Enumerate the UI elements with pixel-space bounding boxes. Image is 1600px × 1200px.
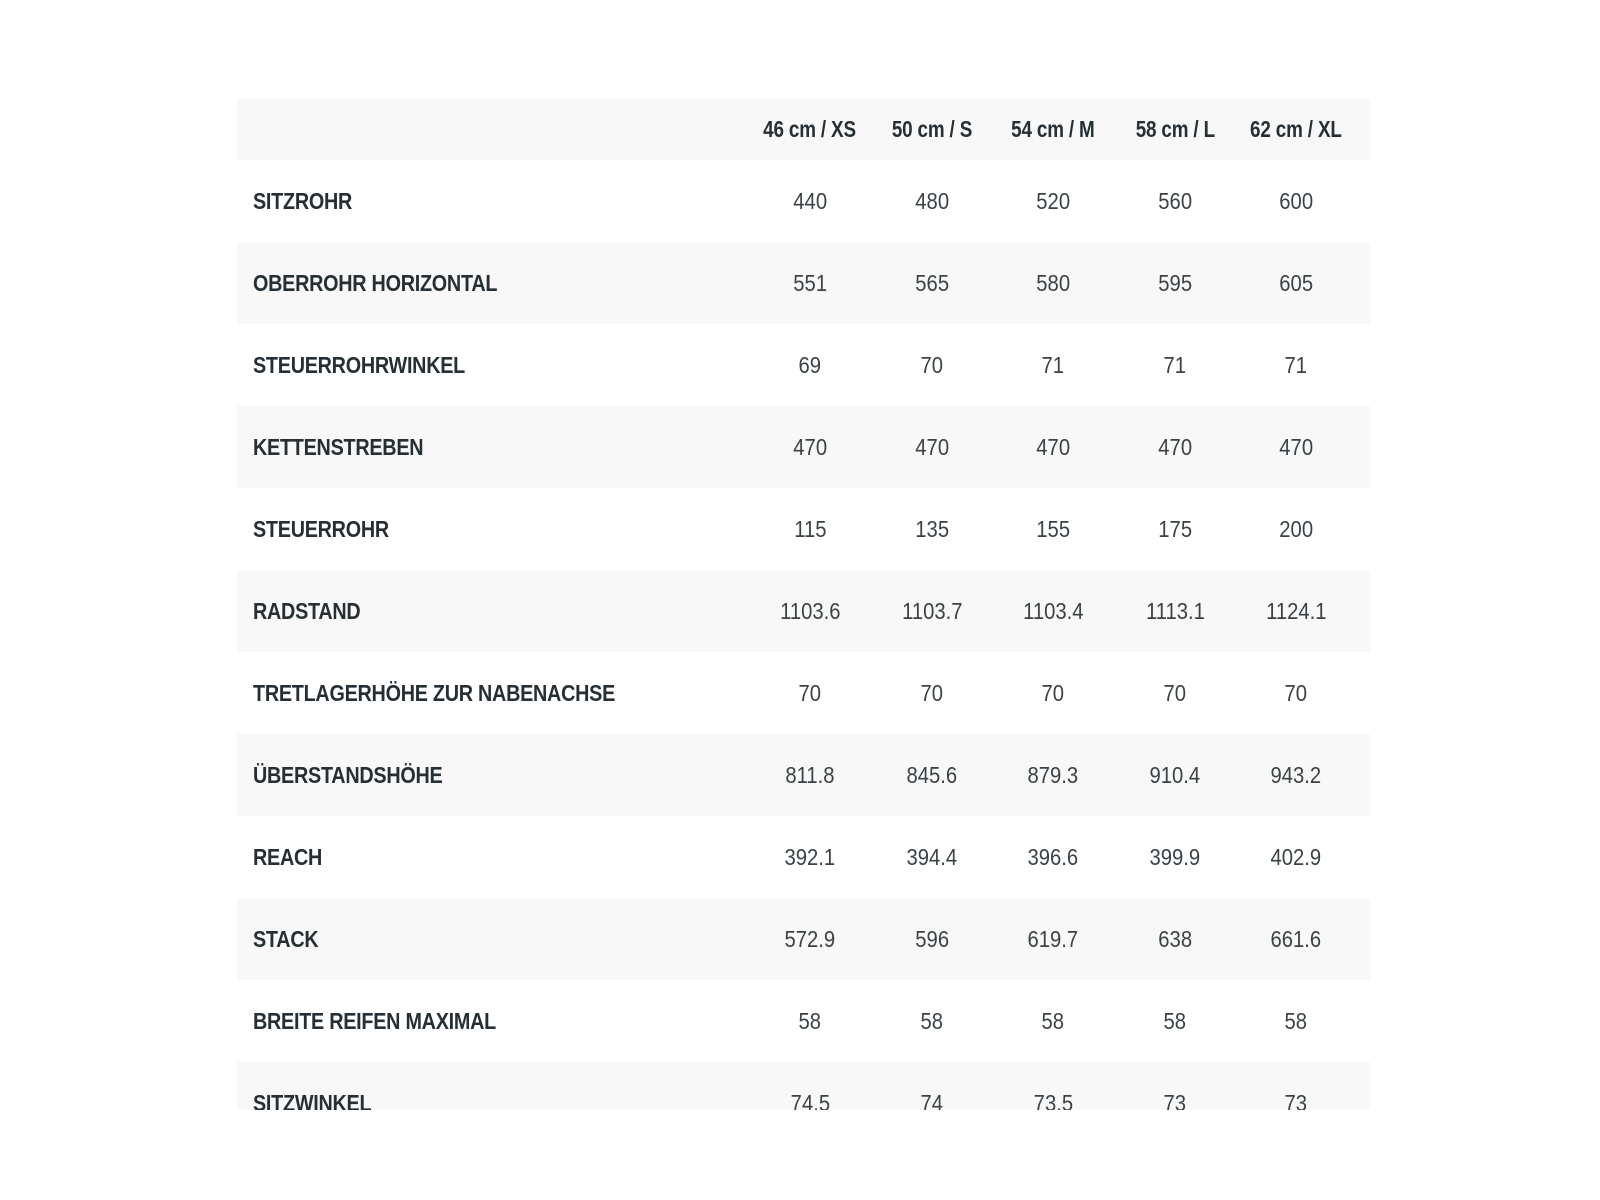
table-cell: 71 xyxy=(1163,351,1187,378)
table-cell: 1103.7 xyxy=(901,597,963,624)
table-cell: 58 xyxy=(1041,1007,1065,1034)
row-label: SITZROHR xyxy=(253,187,353,214)
table-cell: 910.4 xyxy=(1149,761,1201,788)
table-cell: 135 xyxy=(915,515,949,542)
table-cell: 70 xyxy=(798,679,822,706)
table-cell: 811.8 xyxy=(785,761,835,788)
table-cell: 470 xyxy=(1158,433,1192,460)
table-cell: 58 xyxy=(798,1007,822,1034)
table-row xyxy=(237,242,1370,324)
column-header: 46 cm / XS xyxy=(763,115,857,142)
table-cell: 175 xyxy=(1158,515,1192,542)
table-cell: 605 xyxy=(1279,269,1313,296)
column-header: 50 cm / S xyxy=(891,115,973,142)
table-cell: 1103.4 xyxy=(1022,597,1084,624)
table-row xyxy=(237,816,1370,898)
table-cell: 619.7 xyxy=(1027,925,1079,952)
table-cell: 596 xyxy=(915,925,949,952)
table-cell: 551 xyxy=(793,269,827,296)
table-row xyxy=(237,1062,1370,1110)
table-cell: 71 xyxy=(1284,351,1308,378)
column-header: 54 cm / M xyxy=(1011,115,1095,142)
table-cell: 565 xyxy=(915,269,949,296)
row-label: REACH xyxy=(253,843,323,870)
table-cell: 580 xyxy=(1036,269,1070,296)
table-cell: 595 xyxy=(1158,269,1192,296)
row-label: ÜBERSTANDSHÖHE xyxy=(253,761,443,788)
table-cell: 71 xyxy=(1041,351,1065,378)
table-cell: 600 xyxy=(1279,187,1313,214)
table-row xyxy=(237,488,1370,570)
table-row xyxy=(237,652,1370,734)
row-label: STACK xyxy=(253,925,319,952)
table-cell: 1113.1 xyxy=(1145,597,1205,624)
table-cell: 200 xyxy=(1279,515,1313,542)
table-cell: 943.2 xyxy=(1270,761,1322,788)
table-cell: 396.6 xyxy=(1027,843,1079,870)
table-cell: 58 xyxy=(1163,1007,1187,1034)
table-cell: 70 xyxy=(1163,679,1187,706)
table-cell: 470 xyxy=(915,433,949,460)
table-cell: 1124.1 xyxy=(1265,597,1327,624)
table-cell: 70 xyxy=(920,351,944,378)
table-row xyxy=(237,406,1370,488)
table-cell: 73 xyxy=(1284,1089,1308,1110)
table-cell: 661.6 xyxy=(1270,925,1322,952)
table-cell: 73 xyxy=(1163,1089,1187,1110)
table-cell: 73.5 xyxy=(1033,1089,1073,1110)
table-cell: 155 xyxy=(1036,515,1070,542)
table-cell: 58 xyxy=(1284,1007,1308,1034)
table-row xyxy=(237,324,1370,406)
table-cell: 470 xyxy=(1279,433,1313,460)
row-label: OBERROHR HORIZONTAL xyxy=(253,269,498,296)
table-header-row xyxy=(237,98,1370,160)
table-cell: 520 xyxy=(1036,187,1070,214)
row-label: STEUERROHR xyxy=(253,515,389,542)
table-cell: 845.6 xyxy=(906,761,958,788)
table-cell: 69 xyxy=(798,351,822,378)
row-label: KETTENSTREBEN xyxy=(253,433,424,460)
table-cell: 394.4 xyxy=(906,843,958,870)
table-cell: 560 xyxy=(1158,187,1192,214)
geometry-table xyxy=(237,98,1370,1110)
column-header: 62 cm / XL xyxy=(1250,115,1342,142)
row-label: BREITE REIFEN MAXIMAL xyxy=(253,1007,496,1034)
column-header: 58 cm / L xyxy=(1135,115,1215,142)
row-label: STEUERROHRWINKEL xyxy=(253,351,466,378)
row-label: SITZWINKEL xyxy=(253,1089,372,1110)
table-row xyxy=(237,980,1370,1062)
table-cell: 572.9 xyxy=(784,925,836,952)
table-cell: 115 xyxy=(793,515,827,542)
table-row xyxy=(237,734,1370,816)
table-cell: 879.3 xyxy=(1027,761,1079,788)
row-label: RADSTAND xyxy=(253,597,361,624)
table-cell: 58 xyxy=(920,1007,944,1034)
table-cell: 440 xyxy=(793,187,827,214)
table-cell: 74 xyxy=(920,1089,944,1110)
table-cell: 74.5 xyxy=(790,1089,830,1110)
table-cell: 70 xyxy=(1284,679,1308,706)
table-cell: 392.1 xyxy=(784,843,836,870)
table-cell: 470 xyxy=(793,433,827,460)
table-cell: 70 xyxy=(1041,679,1065,706)
table-cell: 638 xyxy=(1158,925,1192,952)
table-row xyxy=(237,570,1370,652)
table-cell: 480 xyxy=(915,187,949,214)
row-label: TRETLAGERHÖHE ZUR NABENACHSE xyxy=(253,679,616,706)
table-cell: 399.9 xyxy=(1149,843,1201,870)
table-cell: 402.9 xyxy=(1270,843,1322,870)
table-cell: 470 xyxy=(1036,433,1070,460)
table-row xyxy=(237,160,1370,242)
table-cell: 70 xyxy=(920,679,944,706)
table-row xyxy=(237,898,1370,980)
table-cell: 1103.6 xyxy=(779,597,841,624)
